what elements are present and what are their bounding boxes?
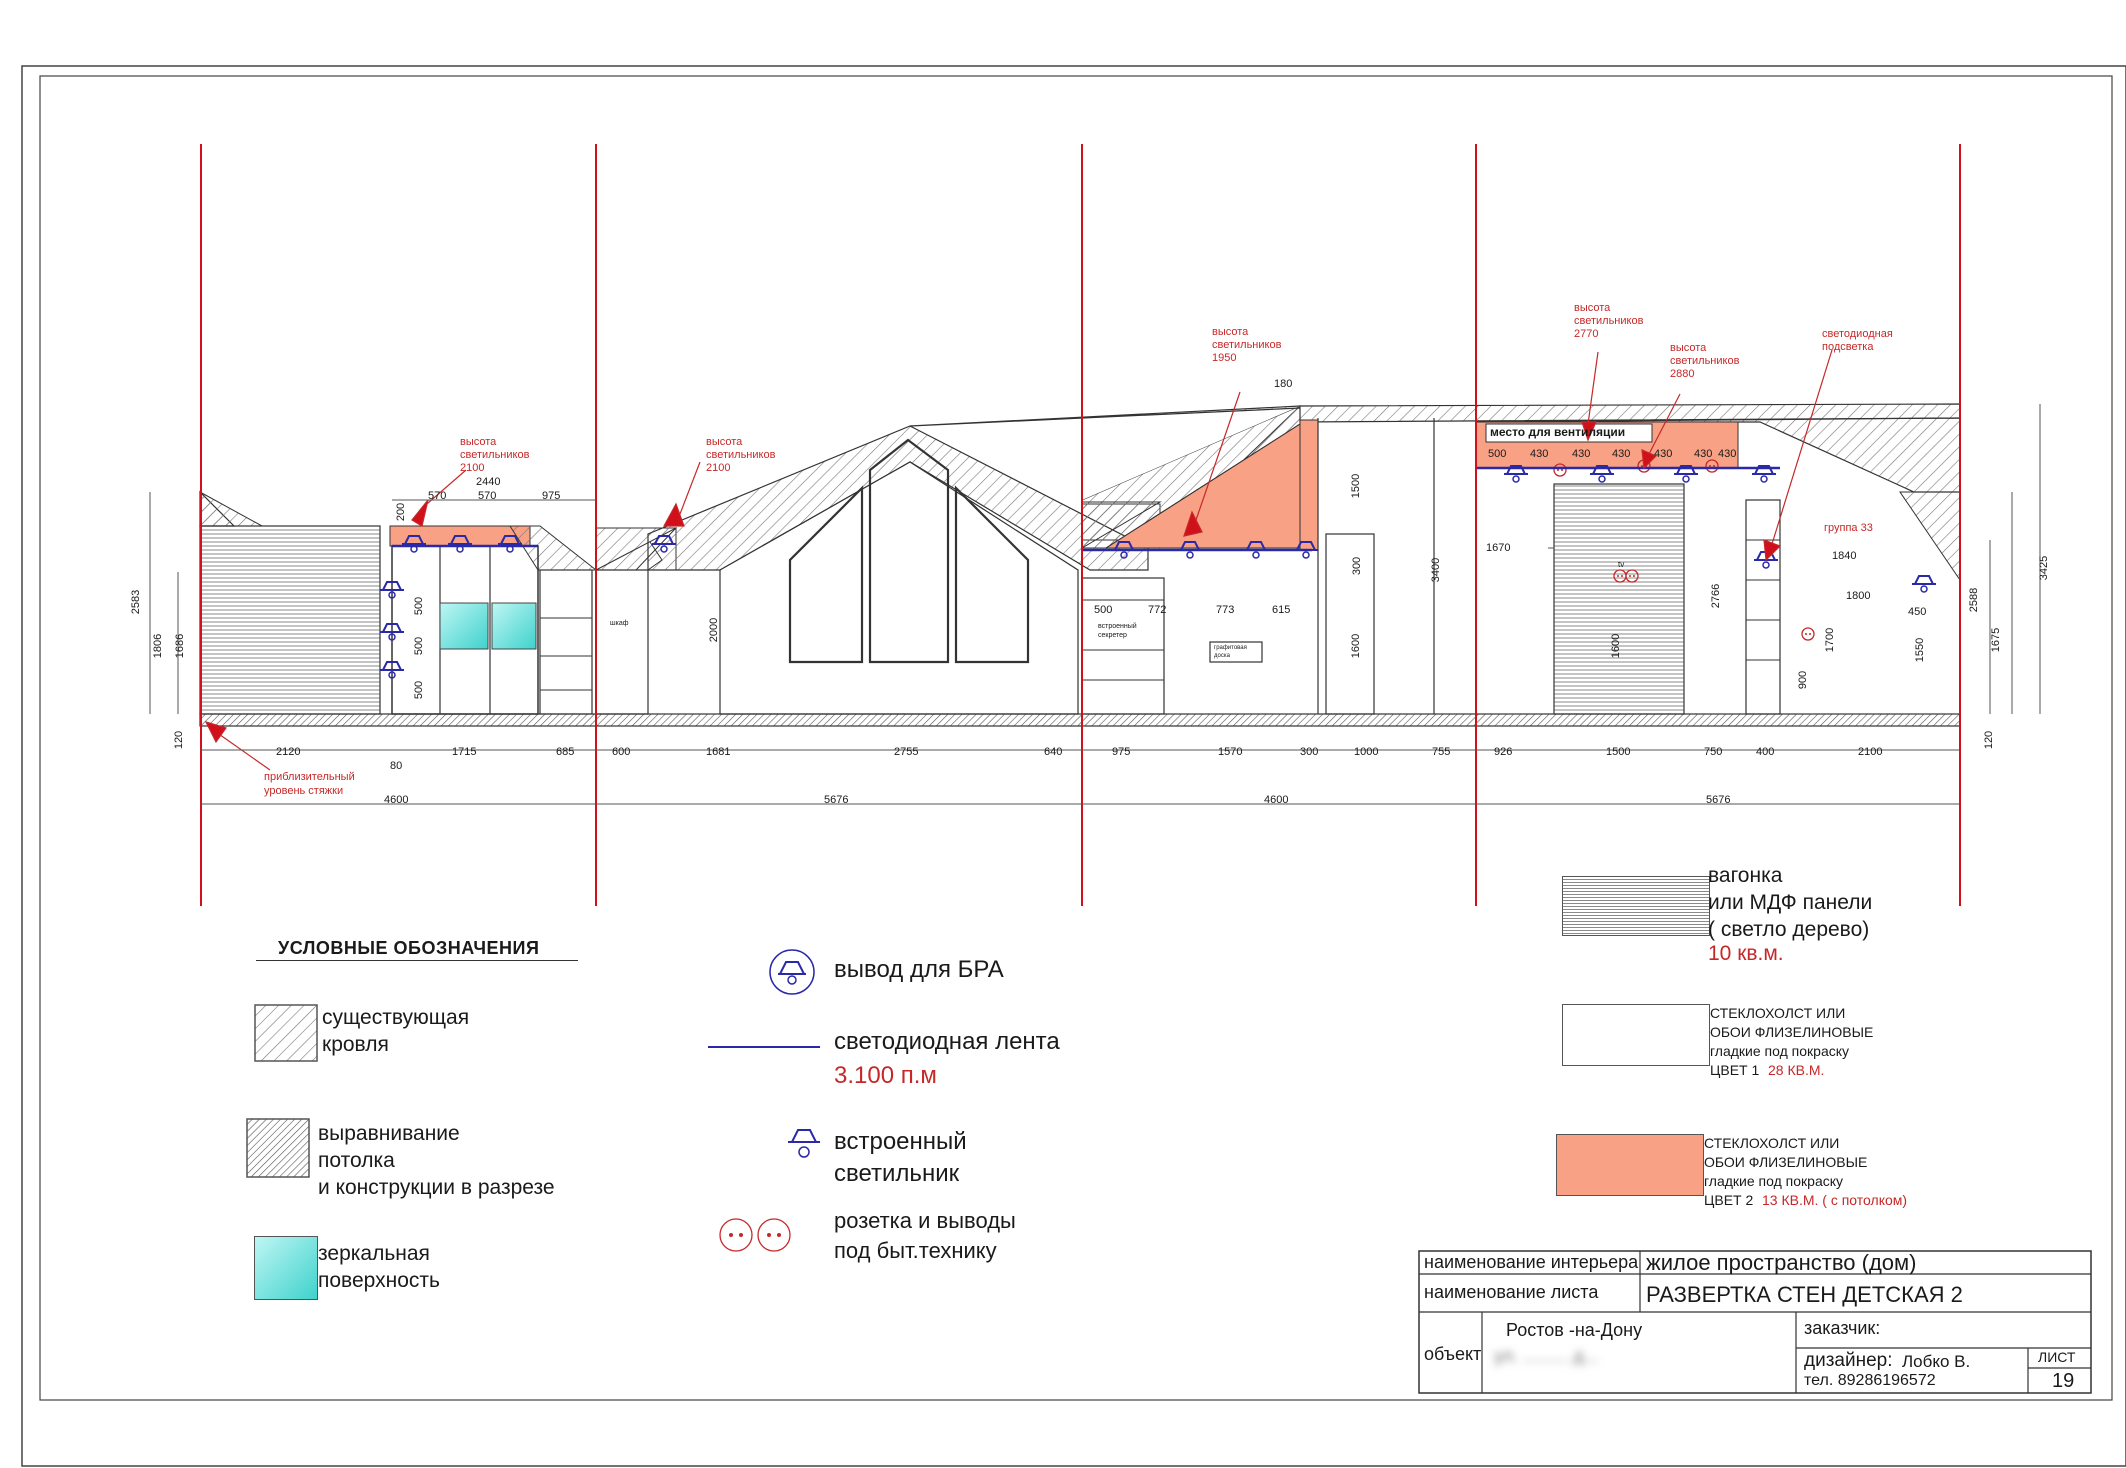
client-label: заказчик: — [1804, 1318, 1881, 1338]
legend-socket-text: розетка и выводы под быт.технику — [834, 1208, 1016, 1263]
dim-v1: 2583 — [130, 589, 143, 615]
designer-name: Лобко В. — [1902, 1352, 1971, 1371]
dim-v8: 500 — [413, 680, 426, 700]
legend-swatch-roof — [254, 1004, 318, 1062]
legend-mirror-text: зеркальная поверхность — [318, 1242, 440, 1292]
sheet-title: РАЗВЕРТКА СТЕН ДЕТСКАЯ 2 — [1646, 1282, 1963, 1307]
dim-i10: 430 — [1694, 448, 1713, 460]
dim-b8: 640 — [1044, 746, 1063, 758]
floor-slab — [200, 714, 1960, 726]
secretary-label: встроенный секретер — [1098, 623, 1137, 639]
dim-b17: 400 — [1756, 746, 1775, 758]
legend-swatch-wood — [1562, 876, 1710, 936]
dim-b13: 755 — [1432, 746, 1451, 758]
dim-v14: 1600 — [1610, 633, 1623, 659]
dim-t2: 570 — [478, 490, 497, 502]
dim-v19: 2588 — [1968, 587, 1981, 613]
dim-v11: 1500 — [1350, 473, 1363, 499]
dim-v3: 1686 — [174, 633, 187, 659]
legend-swatch-color2 — [1556, 1134, 1704, 1196]
legend-swatch-mirror — [254, 1236, 318, 1300]
dim-v17: 1700 — [1824, 627, 1837, 653]
dim-i9: 430 — [1654, 448, 1673, 460]
dim-i4: 615 — [1272, 604, 1291, 616]
dim-i11: 430 — [1718, 448, 1737, 460]
dim-i5: 500 — [1488, 448, 1507, 460]
sheet-number-label: ЛИСТ — [2038, 1349, 2076, 1365]
dim-b16: 750 — [1704, 746, 1723, 758]
dim-b18: 2100 — [1858, 746, 1883, 758]
sheet-number: 19 — [2052, 1370, 2075, 1392]
legend-ceiling-text: выравнивание потолка и конструкции в разрезе — [318, 1122, 555, 1199]
dim-t4: 2440 — [476, 476, 501, 488]
legend-wall-light-text: вывод для БРА — [834, 956, 1004, 983]
wardrobe-label: шкаф — [610, 620, 629, 627]
led-strip-icon — [708, 1046, 820, 1048]
legend-color1-area: 28 КВ.М. — [1768, 1062, 1825, 1078]
socket-icon — [716, 1216, 796, 1254]
object-label: объект — [1424, 1344, 1482, 1364]
legend-title-underline — [256, 960, 578, 961]
legend-color2-area: 13 КВ.М. ( с потолком) — [1762, 1192, 1908, 1208]
dim-v5: 200 — [395, 502, 408, 522]
secretary-desk — [1082, 578, 1167, 714]
group-note: группа 33 — [1824, 522, 1873, 534]
dim-v22: 120 — [1983, 730, 1996, 750]
dim-v21: 3425 — [2038, 555, 2051, 581]
fixture-note-5: высота светильников 2880 — [1670, 342, 1740, 380]
dim-v10: 300 — [1351, 556, 1364, 576]
door-wall3 — [1326, 534, 1374, 714]
mirror-panel-1 — [440, 603, 488, 649]
sheet-label: наименование листа — [1424, 1282, 1599, 1302]
dim-v9: 2000 — [708, 617, 721, 643]
dim-t1: 570 — [428, 490, 447, 502]
dim-i8: 430 — [1612, 448, 1631, 460]
led-backlight-note: светодиодная подсветка — [1822, 328, 1893, 353]
chalkboard-label: графитовая доска — [1214, 645, 1247, 659]
dim-b2: 80 — [390, 760, 403, 772]
dim-i6: 430 — [1530, 448, 1549, 460]
dim-i14: 1800 — [1846, 590, 1871, 602]
dim-b12: 1000 — [1354, 746, 1379, 758]
fixture-note-3: высота светильников 1950 — [1212, 326, 1282, 364]
legend-color2-text: СТЕКЛОХОЛСТ ИЛИ ОБОИ ФЛИЗЕЛИНОВЫЕ гладкие под покраску ЦВЕТ 2 — [1704, 1135, 1868, 1208]
dim-b6: 1681 — [706, 746, 731, 758]
object-city: Ростов -на-Дону — [1506, 1320, 1643, 1340]
dim-v6: 500 — [413, 596, 426, 616]
legend-swatch-ceiling — [246, 1118, 310, 1178]
legend-title: УСЛОВНЫЕ ОБОЗНАЧЕНИЯ — [278, 938, 540, 958]
recessed-light-icon — [782, 1126, 826, 1168]
wall-light-icon — [768, 948, 816, 996]
dim-v12: 1600 — [1350, 633, 1363, 659]
dim-i13: 1840 — [1832, 550, 1857, 562]
legend-swatch-color1 — [1562, 1004, 1710, 1066]
dim-b9: 975 — [1112, 746, 1131, 758]
dim-v16: 900 — [1797, 670, 1810, 690]
dim-total-1: 4600 — [384, 794, 409, 806]
dim-i3: 773 — [1216, 604, 1235, 616]
dim-v15: 2766 — [1710, 583, 1723, 609]
dim-i2: 772 — [1148, 604, 1167, 616]
wood-lining-wall4 — [1554, 484, 1684, 714]
dim-total-4: 5676 — [1706, 794, 1731, 806]
legend-led-text: светодиодная лента — [834, 1028, 1060, 1055]
dim-v18: 1550 — [1914, 637, 1927, 663]
floor-level-note: приблизительный уровень стяжки — [264, 771, 355, 797]
interior-value: жилое пространство (дом) — [1646, 1250, 1917, 1275]
fixture-note-2: высота светильников 2100 — [706, 436, 776, 474]
dim-t3: 975 — [542, 490, 561, 502]
dim-v4: 120 — [173, 730, 186, 750]
legend-color1-text: СТЕКЛОХОЛСТ ИЛИ ОБОИ ФЛИЗЕЛИНОВЫЕ гладкие под покраску ЦВЕТ 1 — [1710, 1005, 1874, 1078]
dim-b5: 600 — [612, 746, 631, 758]
interior-label: наименование интерьера — [1424, 1252, 1639, 1272]
dim-b10: 1570 — [1218, 746, 1243, 758]
dim-i1: 500 — [1094, 604, 1113, 616]
wood-lining-wall1 — [200, 526, 380, 714]
dim-b14: 926 — [1494, 746, 1513, 758]
dim-total-2: 5676 — [824, 794, 849, 806]
dim-i12: 1670 — [1486, 542, 1511, 554]
designer-phone: тел. 89286196572 — [1804, 1372, 1936, 1389]
dim-b1: 2120 — [276, 746, 301, 758]
legend-wood-text: вагонка или МДФ панели ( светло дерево) — [1708, 864, 1873, 941]
dim-b11: 300 — [1300, 746, 1319, 758]
dim-b15: 1500 — [1606, 746, 1631, 758]
ventilation-label: место для вентиляции — [1490, 425, 1626, 439]
dim-v20: 1675 — [1990, 627, 2003, 653]
dim-v13: 3400 — [1430, 557, 1443, 583]
dim-total-3: 4600 — [1264, 794, 1289, 806]
shelving-wall1 — [540, 570, 592, 714]
legend-wood-area: 10 кв.м. — [1708, 942, 1784, 965]
dim-b4: 685 — [556, 746, 575, 758]
dim-b7: 2755 — [894, 746, 919, 758]
dim-t5: 180 — [1274, 378, 1293, 390]
object-address-blurred: ул. ......... д... — [1494, 1346, 1599, 1366]
dim-i7: 430 — [1572, 448, 1591, 460]
dim-v2: 1806 — [152, 633, 165, 659]
shelving-wall4 — [1746, 500, 1780, 714]
legend-recessed-text: встроенный светильник — [834, 1128, 967, 1187]
fixture-note-4: высота светильников 2770 — [1574, 302, 1644, 340]
legend-roof-text: существующая кровля — [322, 1006, 470, 1056]
dim-i15: 450 — [1908, 606, 1927, 618]
fixture-note-1: высота светильников 2100 — [460, 436, 530, 474]
designer-label: дизайнер: — [1804, 1350, 1893, 1371]
mirror-panel-2 — [492, 603, 536, 649]
tv-label: tv — [1618, 560, 1625, 569]
dim-v7: 500 — [413, 636, 426, 656]
dim-b3: 1715 — [452, 746, 477, 758]
legend-led-length: 3.100 п.м — [834, 1062, 937, 1089]
